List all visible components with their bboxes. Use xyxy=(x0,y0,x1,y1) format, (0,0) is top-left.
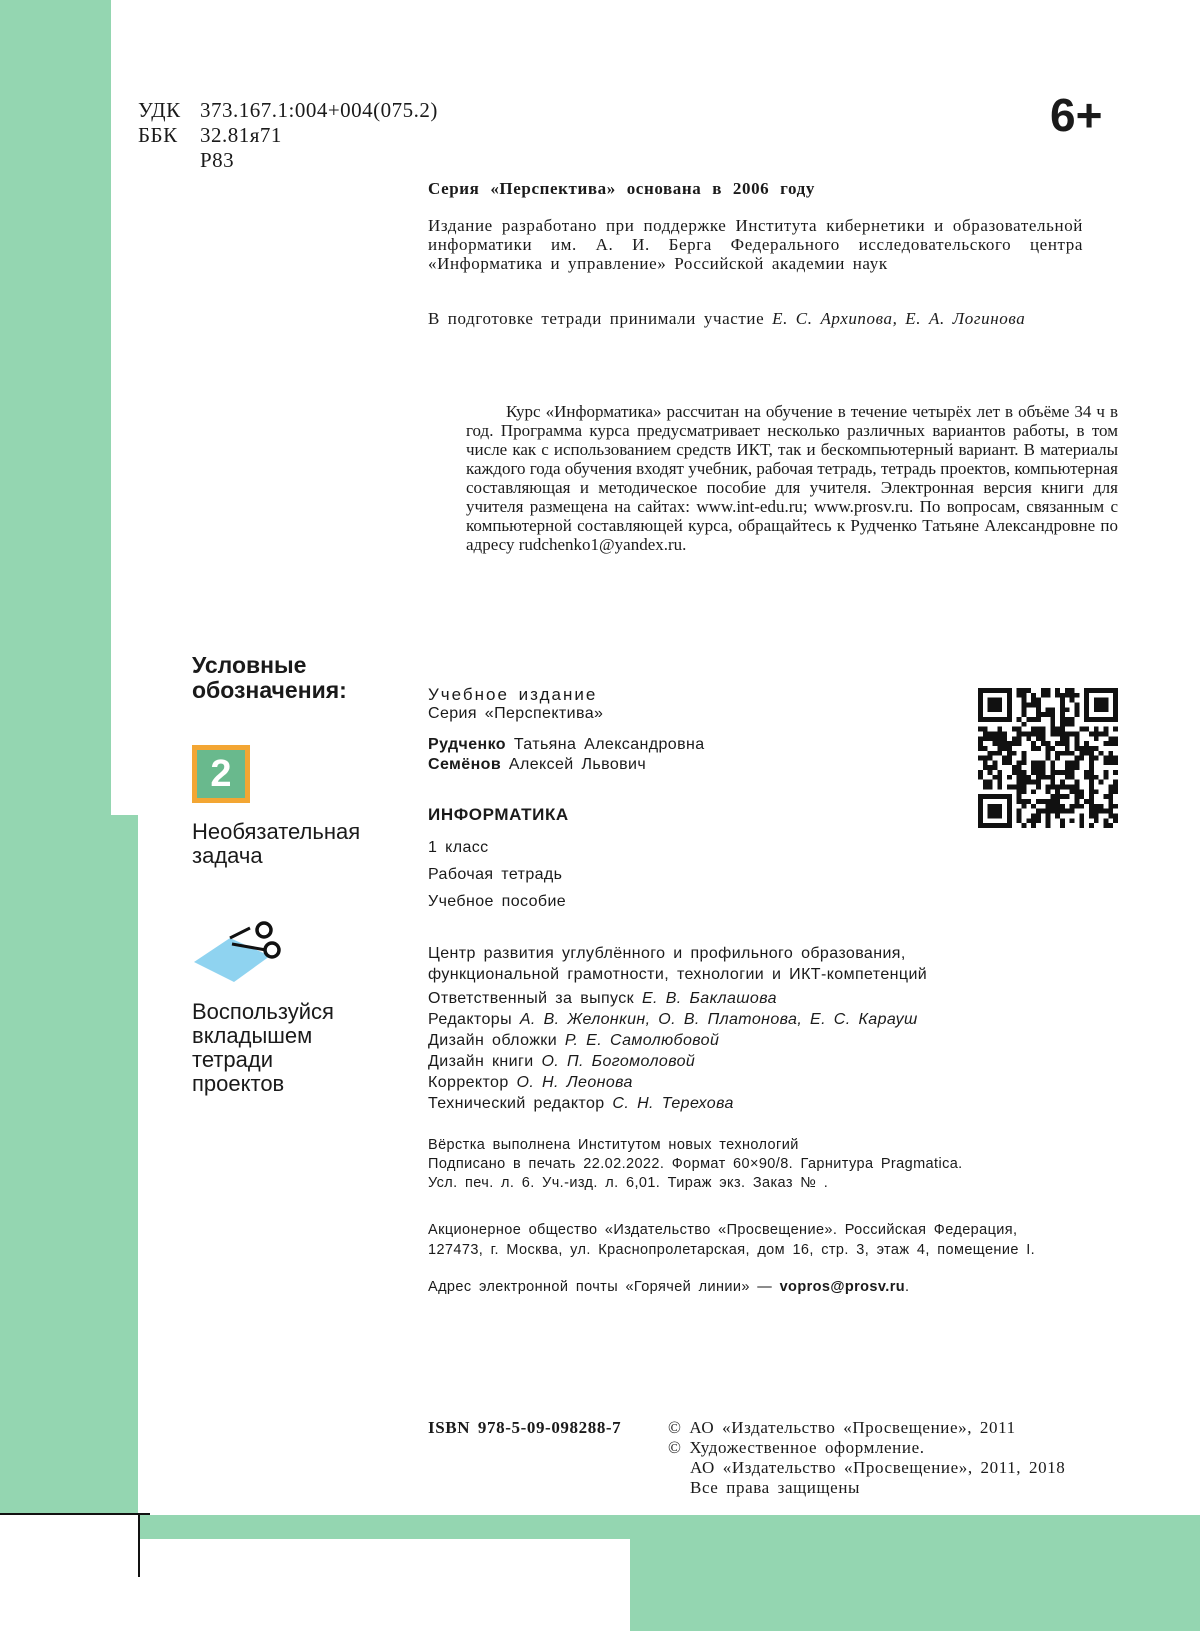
print-line1: Вёрстка выполнена Институтом новых технологий xyxy=(428,1137,799,1153)
staff-row: Дизайн обложки Р. Е. Самолюбовой xyxy=(428,1032,720,1049)
publisher-line2: 127473, г. Москва, ул. Краснопролетарская, дом 16, стр. 3, этаж 4, помещение I. xyxy=(428,1242,1036,1258)
scissors-icon xyxy=(192,920,292,990)
institute-note: Издание разработано при поддержке Института кибернетики и образовательной информатики им. А. И. Берга Федерального исследовательского центра «Информатика и управление» Российской академии наук xyxy=(428,216,1083,273)
copyright xyxy=(668,1418,1065,1498)
print-line3: Усл. печ. л. 6. Уч.-изд. л. 6,01. Тираж экз. Заказ № . xyxy=(428,1175,829,1191)
course-note-text: Курс «Информатика» рассчитан на обучение в течение четырёх лет в объёме 34 ч в год. Программа курса предусматривает несколько различных вариантов работы, в том числе как с использованием средств ИКТ, так и бескомпьютерный вариант. В материалы каждого года обучения входят учебник, рабочая тетрадь, тетрадь проектов, компьютерная составляющая и методическое пособие для учителя. Электронная версия книги для учителя размещена на сайтах: www.int-edu.ru; www.prosv.ru. По вопросам, связанным с компьютерной составляющей курса, обращайтесь к Рудченко Татьяне Александровне по адресу rudchenko1@yandex.ru. xyxy=(466,402,1118,554)
grade: 1 класс xyxy=(428,839,489,856)
legend-insert-line1: Воспользуйся xyxy=(192,999,334,1024)
qr-code-icon xyxy=(978,688,1118,828)
legend-title xyxy=(192,653,347,703)
staff-row: Технический редактор С. Н. Терехова xyxy=(428,1095,734,1112)
copyright-line4: Все права защищены xyxy=(690,1478,861,1497)
print-line2: Подписано в печать 22.02.2022. Формат 60×90/8. Гарнитура Pragmatica. xyxy=(428,1156,963,1172)
course-note xyxy=(466,402,1118,554)
copyright-line2: © Художественное оформление. xyxy=(668,1438,925,1457)
participants-text: В подготовке тетради принимали участие xyxy=(428,309,765,328)
editorial-center-line2: функциональной грамотности, технологии и ИКТ-компетенций xyxy=(428,966,928,983)
udk-value: 373.167.1:004+004(075.2) xyxy=(200,98,438,122)
legend-insert-line4: проектов xyxy=(192,1071,285,1096)
participants-names: Е. С. Архипова, Е. А. Логинова xyxy=(772,309,1026,328)
publisher-address xyxy=(428,1220,1035,1260)
bbk-value: 32.81я71 xyxy=(200,123,282,147)
classification-codes xyxy=(138,98,438,173)
staff-row: Редакторы А. В. Желонкин, О. В. Платонова, Е. С. Карауш xyxy=(428,1011,918,1028)
badge-number-icon xyxy=(192,745,250,803)
age-rating: 6+ xyxy=(1050,89,1103,141)
book-title: ИНФОРМАТИКА xyxy=(428,805,569,824)
legend-insert-line3: тетради xyxy=(192,1047,274,1072)
series-note: Серия «Перспектива» основана в 2006 году xyxy=(428,179,815,198)
edition-type: Учебное издание xyxy=(428,685,598,704)
crop-mark-vertical xyxy=(138,1515,140,1577)
isbn: ISBN 978-5-09-098288-7 xyxy=(428,1418,622,1437)
left-green-band-top xyxy=(0,0,111,815)
bottom-right-green-block xyxy=(630,1539,1200,1631)
left-green-band-bottom xyxy=(0,815,138,1515)
author-code: Р83 xyxy=(200,148,235,172)
legend-optional-task xyxy=(192,820,360,868)
book-kind-textbook: Учебное пособие xyxy=(428,893,567,910)
edition-series: Серия «Перспектива» xyxy=(428,705,604,722)
print-details xyxy=(428,1136,963,1193)
bbk-label: ББК xyxy=(138,123,178,147)
legend-optional-line1: Необязательная xyxy=(192,819,361,844)
hotline-email: vopros@prosv.ru xyxy=(779,1279,906,1295)
authors xyxy=(428,735,705,775)
staff-row: Дизайн книги О. П. Богомоловой xyxy=(428,1053,696,1070)
legend-title-line2: обозначения: xyxy=(192,677,347,703)
staff-row: Корректор О. Н. Леонова xyxy=(428,1074,633,1091)
udk-label: УДК xyxy=(138,98,181,122)
publisher-line1: Акционерное общество «Издательство «Просвещение». Российская Федерация, xyxy=(428,1222,1018,1238)
staff-list xyxy=(428,988,918,1114)
legend-title-line1: Условные xyxy=(192,652,307,678)
copyright-line1: © АО «Издательство «Просвещение», 2011 xyxy=(668,1418,1016,1437)
author2-surname: Семёнов xyxy=(428,756,502,773)
participants-note xyxy=(428,309,1025,328)
author2-name: Алексей Львович xyxy=(508,756,647,773)
book-kind-workbook: Рабочая тетрадь xyxy=(428,866,563,883)
author1-surname: Рудченко xyxy=(428,736,506,753)
editorial-center xyxy=(428,943,927,985)
hotline-text: Адрес электронной почты «Горячей линии» — xyxy=(428,1279,773,1295)
legend-use-insert xyxy=(192,1000,334,1096)
crop-mark-horizontal xyxy=(0,1513,150,1515)
badge-number: 2 xyxy=(197,750,245,798)
hotline: Адрес электронной почты «Горячей линии» — vopros@prosv.ru. xyxy=(428,1279,910,1295)
legend-insert-line2: вкладышем xyxy=(192,1023,313,1048)
legend-optional-line2: задача xyxy=(192,843,263,868)
author1-name: Татьяна Александровна xyxy=(513,736,705,753)
staff-row: Ответственный за выпуск Е. В. Баклашова xyxy=(428,990,777,1007)
editorial-center-line1: Центр развития углублённого и профильного образования, xyxy=(428,945,906,962)
bottom-green-band xyxy=(138,1515,1200,1539)
copyright-line3: АО «Издательство «Просвещение», 2011, 2018 xyxy=(690,1458,1066,1477)
